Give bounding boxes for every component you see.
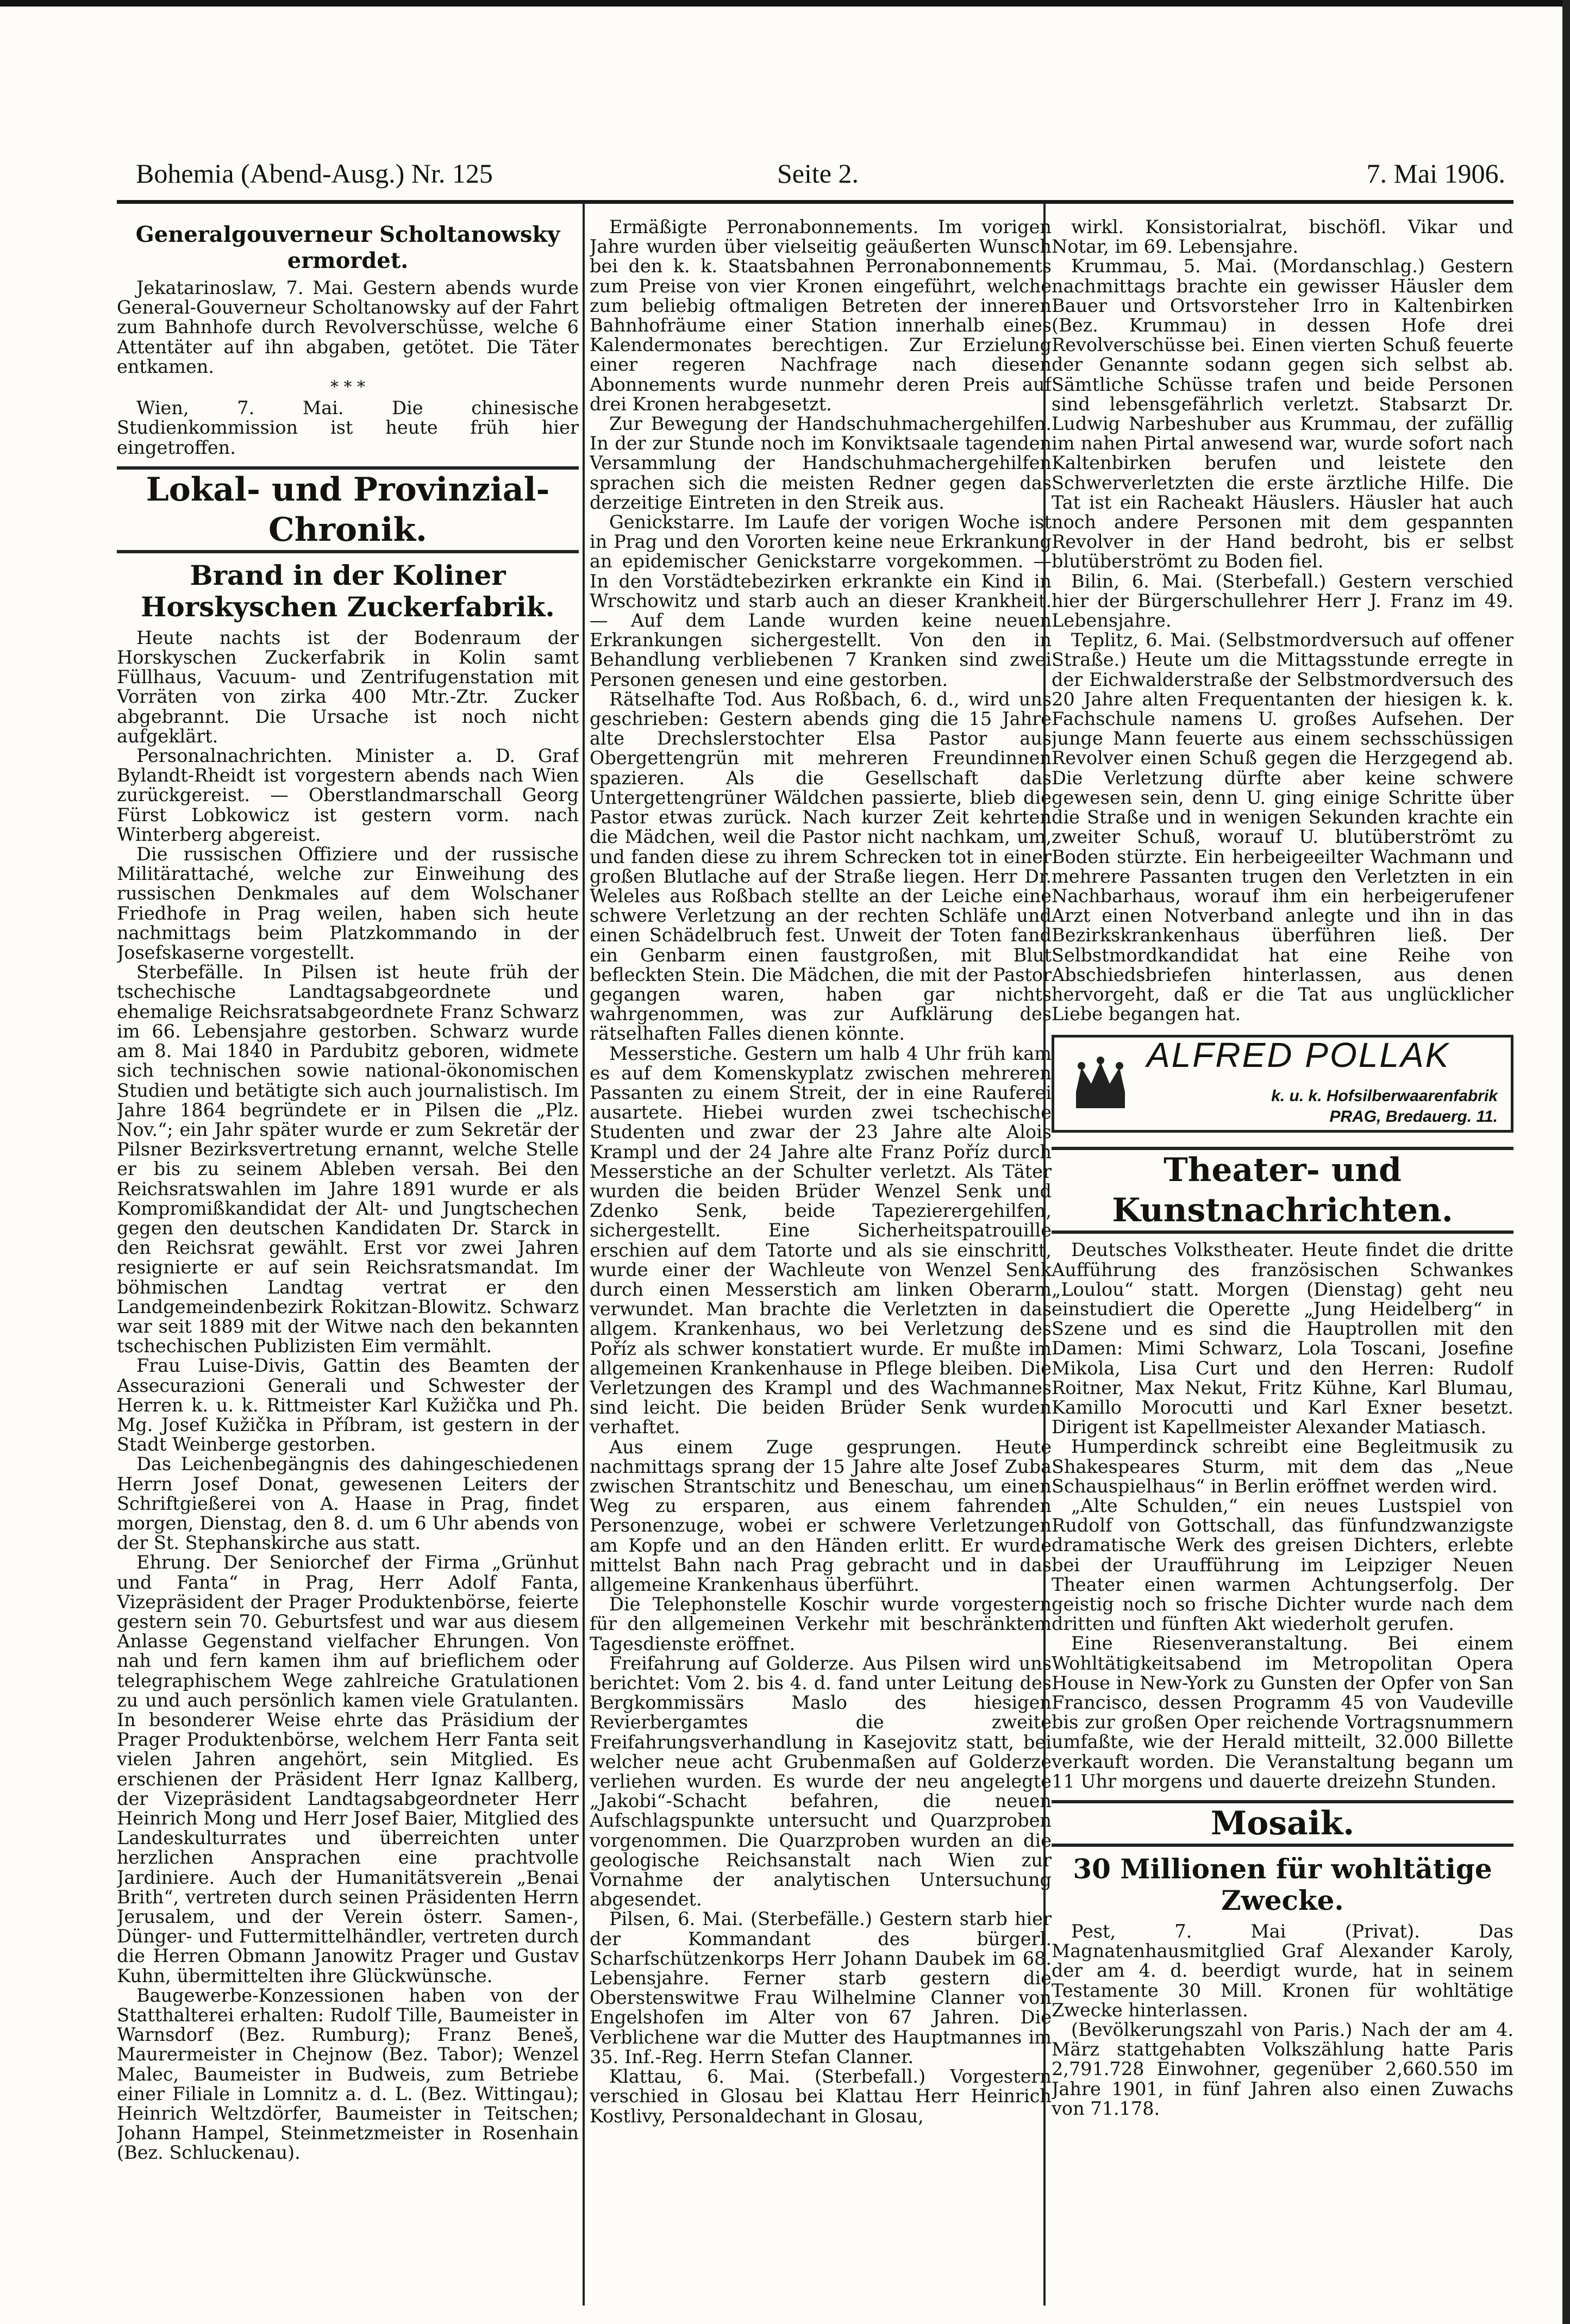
article-brand: Heute nachts ist der Bodenraum der Horskyschen Zuckerfabrik in Kolin samt Füllhaus, Vacuum- und Zentrifugenstation mit Vorräten von zirka 400 Mtr.-Ztr. Zucker abgebrannt. Die Ursache ist noch nicht aufgeklärt. bbox=[117, 627, 579, 747]
article-bilin: Bilin, 6. Mai. (Sterbefall.) Gestern verschied hier der Bürgerschullehrer Herr J. Franz im 49. Lebensjahre. bbox=[1052, 570, 1513, 632]
article-volkstheater: Deutsches Volkstheater. Heute findet die dritte Aufführung des französischen Schwankes „Loulou“ statt. Morgen (Dienstag) geht neu einstudiert die Operette „Jung Heidelberg“ in Szene und es sind die Hauptrollen mit den Damen: Mimi Schwarz, Lola Toscani, Josefine Mikola, Lisa Curt und den Herren: Rudolf Roitner, Max Nekut, Fritz Kühne, Karl Blumau, Kamillo Morocutti und Karl Exner besetzt. Dirigent ist Kapellmeister Alexander Matiasch. bbox=[1052, 1239, 1513, 1438]
article-handschuhmacher: Zur Bewegung der Handschuhmachergehilfen. In der zur Stunde noch im Konviktsaale tagenden Versammlung der Handschuhmachergehilfen sprachen sich die meisten Redner gegen das derzeitige Eintreten in den Streik aus. bbox=[590, 413, 1052, 513]
crown-icon bbox=[1071, 1054, 1130, 1114]
article-pest: Pest, 7. Mai (Privat). Das Magnatenhausmitglied Graf Alexander Karoly, der am 4. d. beerdigt wurde, hat in seinem Testamente 30 Mill. Kronen für wohltätige Zwecke hinterlassen. bbox=[1052, 1921, 1513, 2021]
article-pilsen: Pilsen, 6. Mai. (Sterbefälle.) Gestern starb hier der Kommandant des bürgerl. Scharfschützenkorps Herr Johann Daubek im 68. Lebensjahre. Ferner starb gestern die Oberstenswitwe Frau Wilhelmine Clanner von Engelshofen im Alter von 67 Jahren. Die Verblichene war die Mutter des Hauptmannes im 35. Inf.-Reg. Herrn Stefan Clanner. bbox=[590, 1908, 1052, 2067]
article-teplitz: Teplitz, 6. Mai. (Selbstmordversuch auf offener Straße.) Heute um die Mittagsstunde erregte in der Eichwalderstraße der Selbstmordversuch des 20 Jahre alten Frequentanten der hiesigen k. k. Fachschule namens U. großes Aufsehen. Der junge Mann feuerte aus einem sechsschüssigen Revolver einen Schuß gegen die Herzgegend ab. Die Verletzung dürfte aber keine schwere gewesen sein, denn U. ging einige Schritte über die Straße und in wenigen Sekunden krachte ein zweiter Schuß, worauf U. blutüberströmt zu Boden stürzte. Ein herbeigeeilter Wachmann und mehrere Passanten trugen den Verletzten in ein Nachbarhaus, worauf ihm ein herbeigerufener Arzt einen Notverband anlegte und ihn in das Bezirkskrankenhaus überführen ließ. Der Selbstmordkandidat hat eine Reihe von Abschiedsbriefen hinterlassen, aus denen hervorgeht, daß er die Tat aus unglücklicher Liebe begangen hat. bbox=[1052, 629, 1513, 1025]
column-rule-1 bbox=[583, 202, 585, 2306]
header-page-number: Seite 2. bbox=[777, 158, 859, 189]
article-russische-offiziere: Die russischen Offiziere und der russische Militärattaché, welche zur Einweihung des russischen Denkmales auf dem Wolschaner Friedhofe in Prag weilen, haben sich heute nachmittags beim Platzkommando in der Josefskaserne vorgestellt. bbox=[117, 844, 579, 964]
article-klattau: Klattau, 6. Mai. (Sterbefall.) Vorgestern verschied in Glosau bei Klattau Herr Heinrich Kostlivy, Personaldechant in Glosau, bbox=[590, 2066, 1052, 2127]
article-ehrung: Ehrung. Der Seniorchef der Firma „Grünhut und Fanta“ in Prag, Herr Adolf Fanta, Vizepräsident der Prager Produktenbörse, feierte gestern sein 70. Geburtsfest und war aus diesem Anlasse Gegenstand vielfacher Ehrungen. Von nah und fern kamen ihm auf brieflichem oder telegraphischem Wege zahlreiche Gratulationen zu und auch persönlich kamen viele Gratulanten. In besonderer Weise ehrte das Präsidium der Prager Produktenbörse, welchem Herr Fanta seit vielen Jahren angehört, sein Mitglied. Es erschienen der Präsident Herr Ignaz Kallberg, der Vizepräsident Landtagsabgeordneter Herr Heinrich Mong und Herr Josef Baier, Mitglied des Landeskulturrates und überreichten unter herzlichen Ansprachen eine prachtvolle Jardiniere. Auch der Humanitätsverein „Benai Brith“, vertreten durch seinen Präsidenten Herrn Jerusalem, und der Verein österr. Samen-, Dünger- und Futtermittelhändler, vertreten durch die Herren Obmann Janowitz Prager und Gustav Kuhn, übermittelten ihre Glückwünsche. bbox=[117, 1552, 579, 1986]
headline-governor: Generalgouverneur Scholtanowsky ermordet. bbox=[135, 222, 560, 273]
article-wien: Wien, 7. Mai. Die chinesische Studienkommission ist heute früh hier eingetroffen. bbox=[117, 397, 579, 458]
article-personalnachrichten: Personalnachrichten. Minister a. D. Graf Bylandt-Rheidt ist vorgestern abends nach Wien zurückgereist. — Oberstlandmarschall Georg Fürst Lobkowicz ist gestern vorm. nach Winterberg abgereist. bbox=[117, 745, 579, 845]
column-3 bbox=[1052, 217, 1513, 2294]
article-leichenbegaengnis: Das Leichenbegängnis des dahingeschiedenen Herrn Josef Donat, gewesenen Leiters der Schriftgießerei von A. Haase in Prag, findet morgen, Dienstag, den 8. d. um 6 Uhr abends von der St. Stephanskirche aus statt. bbox=[117, 1453, 579, 1554]
ad-company-address: PRAG, Bredauerg. 11. bbox=[1329, 1108, 1498, 1126]
ad-company-name: ALFRED POLLAK bbox=[1147, 1035, 1450, 1075]
header-rule bbox=[117, 200, 1513, 204]
article-sterbefaelle: Sterbefälle. In Pilsen ist heute früh der tschechische Landtagsabgeordnete und ehemalige Reichsratsabgeordnete Franz Schwarz im 66. Lebensjahre gestorben. Schwarz wurde am 8. Mai 1840 in Pardubitz geboren, widmete sich technischen sowie national-ökonomischen Studien und betätigte sich auch journalistisch. Im Jahre 1864 begründete er in Pilsen die „Plz. Nov.“; ein Jahr später wurde er zum Sekretär der Pilsner Bezirksvertretung ernannt, welche Stelle er bis zu seinem Ableben versah. Bei den Reichsratswahlen im Jahre 1891 wurde er als Kompromißkandidat der Alt- und Jungtschechen gegen den deutschen Kandidaten Dr. Starck in den Reichsrat gewählt. Erst vor zwei Jahren resignierte er auf sein Reichsratsmandat. Im böhmischen Landtag vertrat er den Landgemeindenbezirk Rokitzan-Blowitz. Schwarz war seit 1889 mit der Witwe nach den bekannten tschechischen Publizisten Eim vermählt. bbox=[117, 961, 579, 1357]
column-1 bbox=[117, 217, 579, 2294]
article-alte-schulden: „Alte Schulden,“ ein neues Lustspiel von Rudolf von Gottschall, das fünfundzwanzigste dramatische Werk des greisen Dichters, erlebte bei der Uraufführung im Leipziger Neuen Theater einen warmen Achtungserfolg. Der geistig noch so frische Dichter wurde nach dem dritten und fünften Akt wiederholt gerufen. bbox=[1052, 1495, 1513, 1635]
column-2 bbox=[590, 217, 1052, 2294]
article-freifahrung: Freifahrung auf Golderze. Aus Pilsen wird uns berichtet: Vom 2. bis 4. d. fand unter Leitung des Bergkommissärs Maslo des hiesigen Revierbergamtes die zweite Freifahrungsverhandlung in Kasejovitz statt, bei welcher neue acht Grubenmaßen auf Golderze verliehen wurden. Es wurde der neu angelegte „Jakobi“-Schacht befahren, die neuen Aufschlagspunkte untersucht und Quarzproben vorgenommen. Die Quarzproben wurden an die geologische Reichsanstalt nach Wien zur Vornahme der analytischen Untersuchung abgesendet. bbox=[590, 1652, 1052, 1910]
article-raetselhafter-tod: Rätselhafte Tod. Aus Roßbach, 6. d., wird uns geschrieben: Gestern abends ging die 15 Jahre alte Drechslerstochter Elsa Pastor aus Obergettengrün mit mehreren Freundinnen spazieren. Als die Gesellschaft das Untergettengrüner Wäldchen passierte, blieb die Pastor etwas zurück. Nach kurzer Zeit kehrten die Mädchen, weil die Pastor nicht nachkam, um, und fanden diese zu ihrem Schrecken tot in einer großen Blutlache auf der Straße liegen. Herr Dr. Weleles aus Roßbach stellte an der Leiche eine schwere Verletzung an der rechten Schläfe und einen Schädelbruch fest. Unweit der Toten fand ein Genbarm einen faustgroßen, mit Blut befleckten Stein. Die Mädchen, die mit der Pastor gegangen waren, haben gar nichts wahrgenommen, was zur Aufklärung des rätselhaften Falles dienen könnte. bbox=[590, 688, 1052, 1045]
headline-brand-kolin: Brand in der Koliner Horskyschen Zuckerfabrik. bbox=[141, 559, 555, 623]
header-masthead: Bohemia (Abend-Ausg.) Nr. 125 bbox=[136, 158, 493, 189]
article-jekatarinoslaw: Jekatarinoslaw, 7. Mai. Gestern abends wurde General-Gouverneur Scholtanowsky auf der Fahrt zum Bahnhofe durch Revolverschüsse, welche 6 Attentäter auf ihn abgaben, getötet. Die Täter entkamen. bbox=[117, 277, 579, 377]
scan-edge-top bbox=[0, 0, 1570, 7]
article-klattau-cont: wirkl. Konsistorialrat, bischöfl. Vikar und Notar, im 69. Lebensjahre. bbox=[1052, 217, 1513, 258]
ad-company-type: k. u. k. Hofsilberwaarenfabrik bbox=[1271, 1087, 1498, 1105]
section-theater: Theater- und Kunstnachrichten. bbox=[1052, 1147, 1513, 1234]
headline-30-millionen: 30 Millionen für wohltätige Zwecke. bbox=[1073, 1853, 1492, 1917]
advertisement-pollak bbox=[1052, 1035, 1513, 1133]
article-messerstiche: Messerstiche. Gestern um halb 4 Uhr früh kam es auf dem Komenskyplatz zwischen mehreren Passanten zu einem Streit, der in eine Rauferei ausartete. Hiebei wurden zwei tschechische Studenten und zwar der 23 Jahre alte Alois Krampl und der 24 Jahre alte Franz Poříz durch Messerstiche an der Schulter verletzt. Als Täter wurden die beiden Brüder Wenzel Senk und Zdenko Senk, beide Tapezierergehilfen, sichergestellt. Eine Sicherheitspatrouille erschien auf dem Tatorte und als sie einschritt, wurde einer der Wachleute von Wenzel Senk durch einen Messerstich am linken Oberarm verwundet. Man brachte die Verletzten in das allgem. Krankenhaus, wo bei Verletzung des Poříz als schwer konstatiert wurde. Er mußte im allgemeinen Krankenhause in Pflege bleiben. Die Verletzungen des Krampl und des Wachmannes sind leicht. Die beiden Brüder Senk wurden verhaftet. bbox=[590, 1042, 1052, 1438]
article-paris: (Bevölkerungszahl von Paris.) Nach der am 4. März stattgehabten Volkszählung hatte Paris 2,791.728 Einwohner, gegenüber 2,660.550 im Jahre 1901, in fünf Jahren also einen Zuwachs von 71.178. bbox=[1052, 2019, 1513, 2119]
separator-stars: * * * bbox=[330, 378, 366, 397]
section-mosaik: Mosaik. bbox=[1052, 1800, 1513, 1847]
article-krummau: Krummau, 5. Mai. (Mordanschlag.) Gestern nachmittags brachte ein gewisser Häusler dem Bauer und Ortsvorsteher Irro in Kaltenbirken (Bez. Krummau) in dessen Hofe drei Revolverschüsse bei. Einen vierten Schuß feuerte der Genannte sodann gegen sich selbst ab. Sämtliche Schüsse trafen und beide Personen sind lebensgefährlich verletzt. Stabsarzt Dr. Ludwig Narbeshuber aus Krummau, der zufällig im nahen Pirtal anwesend war, wurde sofort nach Kaltenbirken berufen und leistete den Schwerverletzten die erste ärztliche Hilfe. Die Tat ist ein Racheakt Häuslers. Häusler hat auch noch andere Personen mit dem gespannten Revolver in der Hand bedroht, bis er selbst blutüberströmt zu Boden fiel. bbox=[1052, 255, 1513, 572]
article-humperdinck: Humperdinck schreibt eine Begleitmusik zu Shakespeares Sturm, mit dem das „Neue Schauspielhaus“ in Berlin eröffnet werden wird. bbox=[1052, 1436, 1513, 1497]
page-header bbox=[136, 158, 1505, 201]
article-zug-gesprungen: Aus einem Zuge gesprungen. Heute nachmittags sprang der 15 Jahre alte Josef Zuba zwischen Strantschitz und Beneschau, um einen Weg zu ersparen, aus einem fahrenden Personenzuge, wobei er schwere Verletzungen am Kopfe und an den Händen erlitt. Er wurde mittelst Bahn nach Prag gebracht und in das allgemeine Krankenhaus überführt. bbox=[590, 1436, 1052, 1596]
article-baugewerbe: Baugewerbe-Konzessionen haben von der Statthalterei erhalten: Rudolf Tille, Baumeister in Warnsdorf (Bez. Rumburg); Franz Beneš, Maurermeister in Chejnow (Bez. Tabor); Wenzel Malec, Baumeister in Budweis, zum Betriebe einer Filiale in Lomnitz a. d. L. (Bez. Wittingau); Heinrich Weltzdörfer, Baumeister in Teitschen; Johann Hampel, Steinmetzmeister in Rosenhain (Bez. Schluckenau). bbox=[117, 1984, 579, 2164]
article-genickstarre: Genickstarre. Im Laufe der vorigen Woche ist in Prag und den Vororten keine neue Erkrankung an epidemischer Genickstarre vorgekommen. — In den Vorstädtebezirken erkrankte ein Kind in Wrschowitz und starb auch an dieser Krankheit. — Auf dem Lande wurden keine neuen Erkrankungen sichergestellt. Von den in Behandlung verbliebenen 7 Kranken sind zwei Personen genesen und eine gestorben. bbox=[590, 511, 1052, 690]
section-lokal-chronik: Lokal- und Provinzial-Chronik. bbox=[117, 466, 579, 553]
article-frau-divis: Frau Luise-Divis, Gattin des Beamten der Assecurazioni Generali und Schwester der Herren k. u. k. Rittmeister Karl Kužička und Ph. Mg. Josef Kužička in Příbram, ist gestern in der Stadt Weinberge gestorben. bbox=[117, 1355, 579, 1455]
article-riesenveranstaltung: Eine Riesenveranstaltung. Bei einem Wohltätigkeitsabend im Metropolitan Opera House in New-York zu Gunsten der Opfer von San Francisco, dessen Programm 45 von Vaudeville bis zur großen Oper reichende Vortragsnummern umfaßte, wie der Herald mitteilt, 32.000 Billette verkauft worden. Die Veranstaltung begann um 11 Uhr morgens und dauerte dreizehn Stunden. bbox=[1052, 1633, 1513, 1792]
header-date: 7. Mai 1906. bbox=[1366, 158, 1505, 189]
scan-edge-right bbox=[1562, 0, 1570, 2324]
article-telephonstelle: Die Telephonstelle Koschir wurde vorgestern für den allgemeinen Verkehr mit beschränktem Tagesdienste eröffnet. bbox=[590, 1594, 1052, 1654]
article-perronabonnements: Ermäßigte Perronabonnements. Im vorigen Jahre wurden über vielseitig geäußerten Wunsch bei den k. k. Staatsbahnen Perronabonnements zum Preise von vier Kronen eingeführt, welche zum beliebig oftmaligen Betreten der inneren Bahnhofräume einer Station innerhalb eines Kalendermonates berechtigen. Zur Erzielung einer regeren Nachfrage nach diesen Abonnements wurde nunmehr deren Preis auf drei Kronen herabgesetzt. bbox=[590, 217, 1052, 415]
